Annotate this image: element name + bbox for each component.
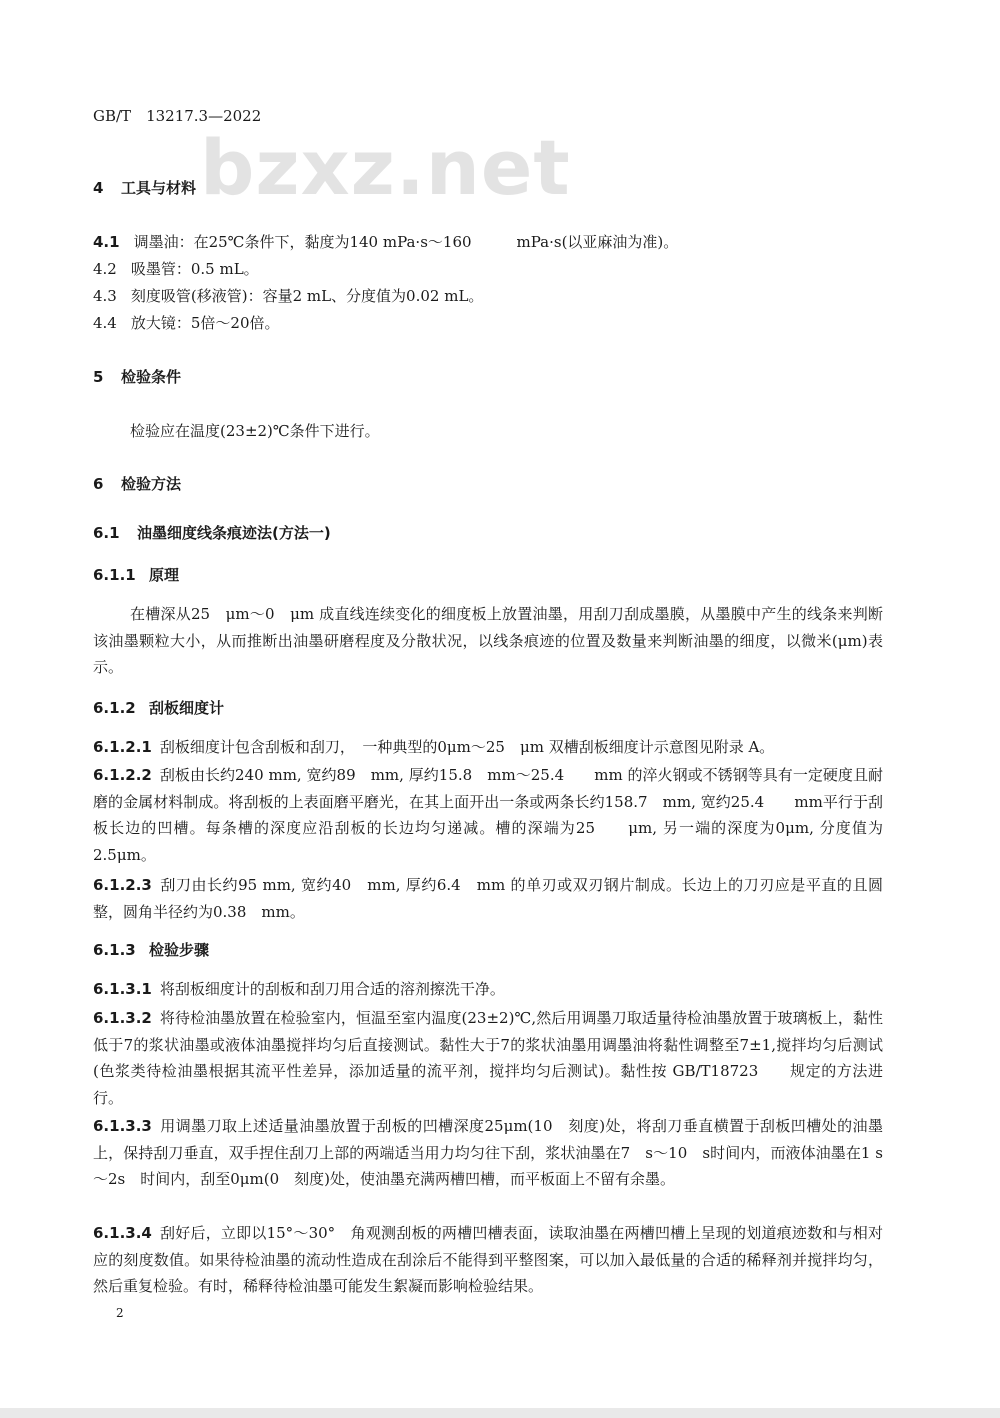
clause-number: 6.1.3.1 (93, 980, 152, 998)
clause-6-1-3-2 (93, 1005, 883, 1111)
clause-text: 放大镜：5倍～20倍。 (130, 314, 280, 332)
clause-number: 6.1.2.3 (93, 876, 152, 894)
clause-text: 刮板细度计包含刮板和刮刀， 一种典型的0μm～25 μm 双槽刮板细度计示意图见附录 A。 (159, 738, 775, 756)
section-6-1-1-heading (93, 565, 179, 585)
clause-text: 吸墨管：0.5 mL。 (130, 260, 259, 278)
clause-number: 4.2 (93, 260, 117, 278)
section-6-1-1-text: 在槽深从25 μm～0 μm 成直线连续变化的细度板上放置油墨，用刮刀刮成墨膜，从墨膜中产生的线条来判断该油墨颗粒大小，从而推断出油墨研磨程度及分散状况，以线条痕迹的位置及数量来判断油墨的细度，以微米(μm)表示。 (93, 605, 883, 676)
section-title: 工具与材料 (121, 179, 197, 197)
section-6-heading (93, 474, 181, 494)
section-number: 6.1.2 (93, 699, 136, 717)
clause-6-1-2-3 (93, 872, 883, 925)
watermark: bzxz.net (200, 123, 571, 212)
section-title: 原理 (149, 566, 180, 584)
clause-6-1-3-4 (93, 1220, 883, 1300)
section-title: 油墨细度线条痕迹法(方法一) (137, 524, 331, 542)
section-6-1-3-heading (93, 940, 209, 960)
clause-4-3 (93, 286, 883, 306)
section-title: 检验步骤 (149, 941, 210, 959)
clause-number: 6.1.3.2 (93, 1009, 152, 1027)
section-number: 6 (93, 475, 104, 493)
section-6-1-2-heading (93, 698, 224, 718)
clause-6-1-2-2 (93, 762, 883, 868)
clause-number: 4.3 (93, 287, 117, 305)
page-number: 2 (116, 1306, 124, 1320)
clause-4-4 (93, 313, 883, 333)
clause-6-1-3-3 (93, 1113, 883, 1193)
clause-text: 刮刀由长约95 mm, 宽约40 mm, 厚约6.4 mm 的单刃或双刃钢片制成。长边上的刀刃应是平直的且圆整，圆角半径约为0.38 mm。 (93, 876, 883, 921)
standard-code: GB/T 13217.3—2022 (93, 107, 262, 125)
clause-number: 6.1.3.3 (93, 1117, 152, 1135)
section-number: 5 (93, 368, 104, 386)
section-6-1-heading (93, 523, 331, 543)
clause-text: 将刮板细度计的刮板和刮刀用合适的溶剂擦洗干净。 (159, 980, 505, 998)
clause-number: 6.1.2.2 (93, 766, 152, 784)
clause-number: 6.1.3.4 (93, 1224, 152, 1242)
section-5-heading (93, 367, 181, 387)
section-title: 检验方法 (121, 475, 182, 493)
clause-text: 用调墨刀取上述适量油墨放置于刮板的凹槽深度25μm(10 刻度)处，将刮刀垂直横置于刮板凹槽处的油墨上，保持刮刀垂直，双手捏住刮刀上部的两端适当用力均匀往下刮，浆状油墨在7 s～10 s时间内，而液体油墨在1 s～2s 时间内，刮至0μm(0 刻度)处，使油墨充满两槽凹槽，而平板面上不留有余墨。 (93, 1117, 883, 1188)
clause-number: 4.1 (93, 233, 120, 251)
clause-4-1 (93, 232, 883, 252)
clause-text: 刮好后，立即以15°～30° 角观测刮板的两槽凹槽表面，读取油墨在两槽凹槽上呈现的划道痕迹数和与相对应的刻度数值。如果待检油墨的流动性造成在刮涂后不能得到平整图案，可以加入最低量的合适的稀释剂并搅拌均匀，然后重复检验。有时，稀释待检油墨可能发生絮凝而影响检验结果。 (93, 1224, 883, 1295)
section-number: 6.1.1 (93, 566, 136, 584)
clause-number: 6.1.2.1 (93, 738, 152, 756)
section-number: 6.1 (93, 524, 120, 542)
section-number: 6.1.3 (93, 941, 136, 959)
clause-text: 将待检油墨放置在检验室内，恒温至室内温度(23±2)℃,然后用调墨刀取适量待检油墨放置于玻璃板上，黏性低于7的浆状油墨或液体油墨搅拌均匀后直接测试。黏性大于7的浆状油墨用调墨油将黏性调整至7±1,搅拌均匀后测试(色浆类待检油墨根据其流平性差异，添加适量的流平剂，搅拌均匀后测试)。黏性按 GB/T18723 规定的方法进行。 (93, 1009, 883, 1107)
clause-text: 调墨油：在25℃条件下，黏度为140 mPa·s～160 mPa·s(以亚麻油为准)。 (133, 233, 679, 251)
section-title: 检验条件 (121, 368, 182, 386)
page-bottom-band (0, 1408, 1000, 1418)
clause-text: 刻度吸管(移液管)：容量2 mL、分度值为0.02 mL。 (130, 287, 484, 305)
clause-text: 刮板由长约240 mm, 宽约89 mm, 厚约15.8 mm～25.4 mm 的淬火钢或不锈钢等具有一定硬度且耐磨的金属材料制成。将刮板的上表面磨平磨光，在其上面开出一条或两条长约158.7 mm, 宽约25.4 mm平行于刮板长边的凹槽。每条槽的深度应沿刮板的长边均匀递减。槽的深端为25 μm, 另一端的深度为0μm, 分度值为2.5μm。 (93, 766, 883, 864)
section-4-heading (93, 178, 196, 198)
section-5-text: 检验应在温度(23±2)℃条件下进行。 (130, 422, 380, 440)
clause-6-1-3-1 (93, 976, 883, 1003)
clause-4-2 (93, 259, 883, 279)
clause-6-1-2-1 (93, 734, 883, 761)
clause-number: 4.4 (93, 314, 117, 332)
section-number: 4 (93, 179, 104, 197)
section-title: 刮板细度计 (149, 699, 225, 717)
